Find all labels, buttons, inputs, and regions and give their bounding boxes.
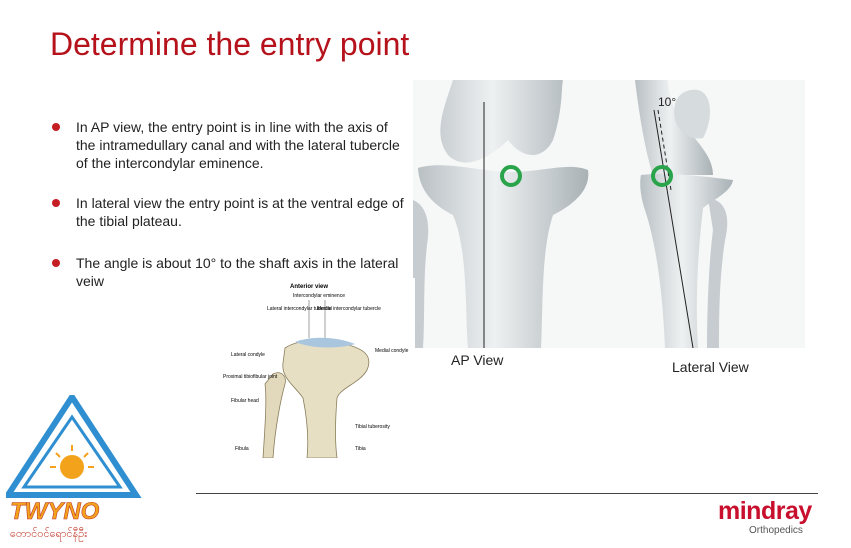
anatomy-label: Fibular head (231, 398, 259, 404)
anatomy-label: Tibial tuberosity (355, 424, 390, 430)
anatomy-label: Tibia (355, 446, 366, 452)
ap-view-label: AP View (451, 352, 504, 368)
bullet-dot-icon (52, 199, 60, 207)
bullet-dot-icon (52, 259, 60, 267)
anatomy-label: Medial intercondylar tubercle (317, 306, 381, 312)
slide-title: Determine the entry point (50, 26, 410, 62)
anatomy-label: Intercondylar eminence (293, 293, 345, 299)
orthopedics-text: Orthopedics (749, 525, 803, 536)
angle-label: 10° (658, 95, 677, 109)
anatomy-label: Lateral condyle (231, 352, 265, 358)
twyno-wordmark: TWYNO (10, 498, 100, 525)
tibia-illustration-panel (413, 80, 805, 348)
footer-divider (196, 493, 818, 494)
anatomy-label: Medial condyle (375, 348, 409, 354)
bullet-item (52, 118, 411, 172)
twyno-logo-icon (6, 395, 174, 543)
twyno-script-text: တောင်ဝင်ရောင်နီဦး (10, 527, 88, 540)
bullet-text: The angle is about 10° to the shaft axis in the lateral veiw (76, 255, 399, 289)
fibula-ap-shape (413, 200, 428, 348)
anatomy-label: Proximal tibiofibular joint (223, 374, 278, 380)
anatomy-label: Lateral intercondylar tubercle (267, 306, 332, 312)
tibia-ap-shape (418, 165, 588, 348)
bullet-text: In lateral view the entry point is at the ventral edge of the tibial plateau. (76, 195, 404, 229)
tibia-anatomy-graphic (215, 278, 415, 458)
bullet-item (52, 194, 411, 230)
twyno-logo (6, 395, 174, 543)
bullet-text: In AP view, the entry point is in line with the axis of the intramedullary canal and with the lateral tubercle of the intercondylar eminence. (76, 119, 400, 171)
lateral-view-label: Lateral View (672, 359, 749, 375)
anatomy-label: Fibula (235, 446, 249, 452)
mindray-logo-text: mindray (718, 497, 812, 525)
femur-ap-shape (418, 80, 583, 163)
anatomy-illustration (215, 278, 415, 458)
anatomy-header: Anterior view (290, 284, 329, 290)
tibia-bones-graphic (413, 80, 805, 348)
fibula-lateral-shape (707, 198, 727, 348)
bullet-dot-icon (52, 123, 60, 131)
